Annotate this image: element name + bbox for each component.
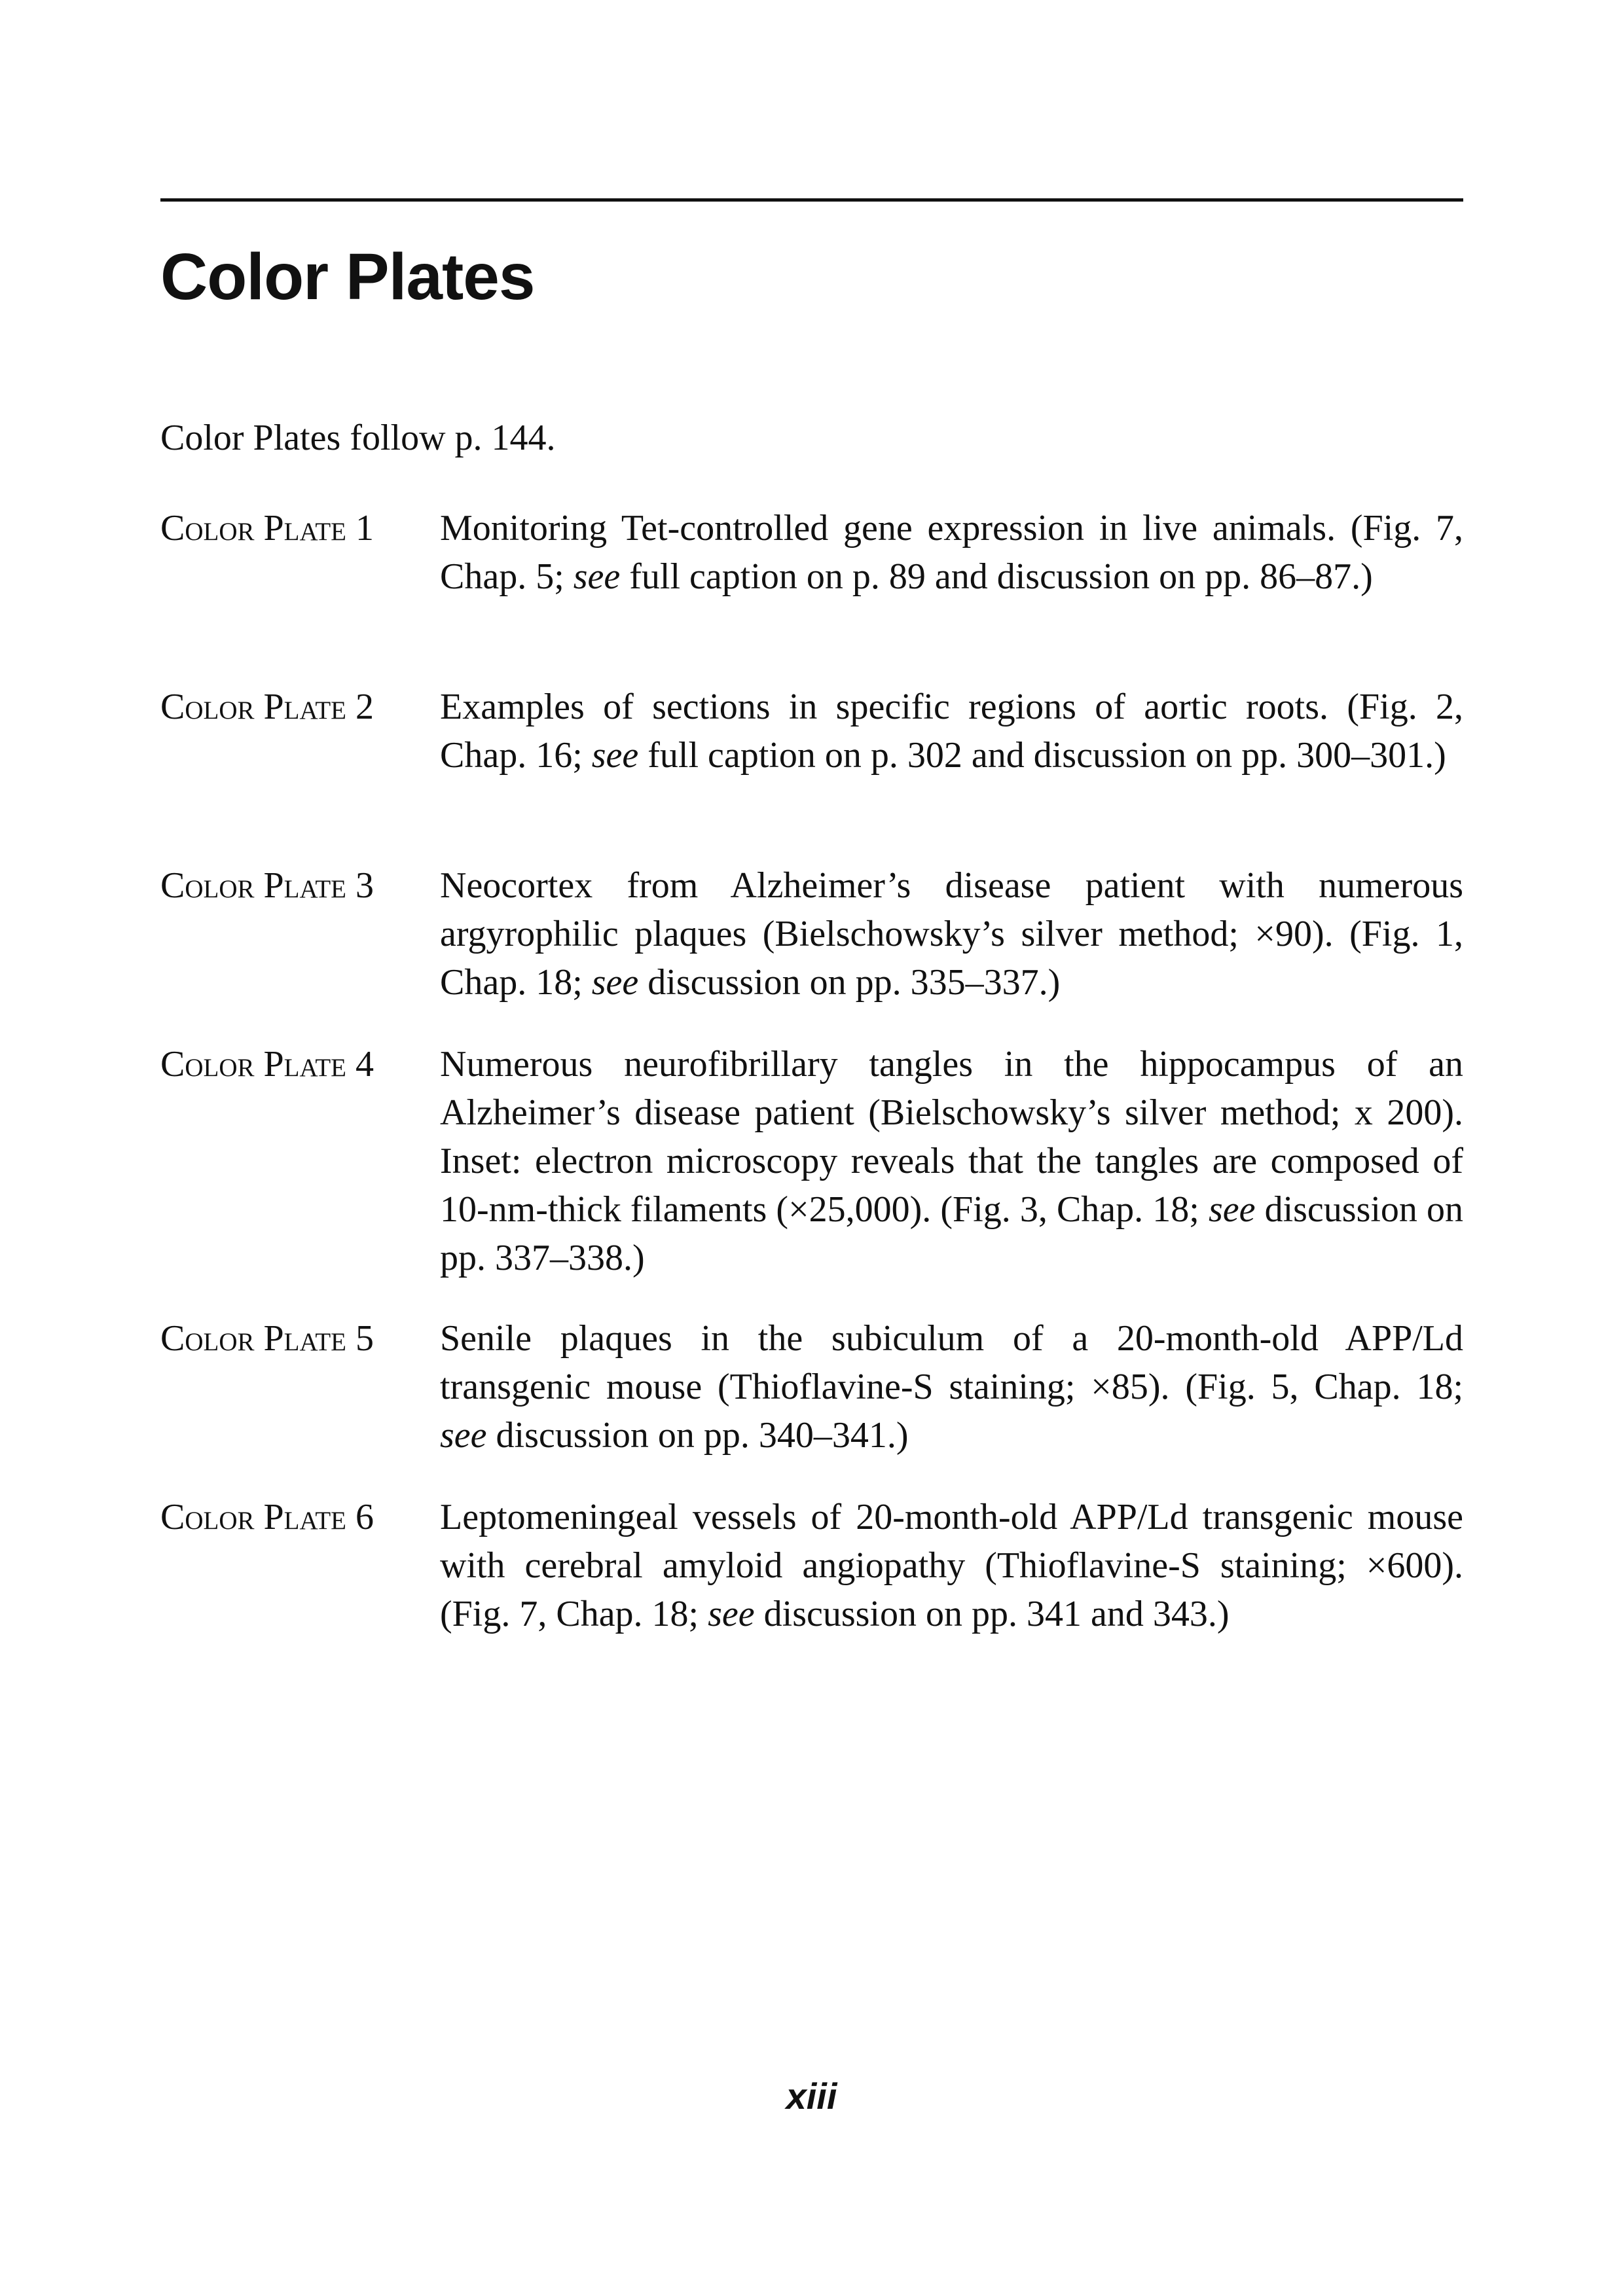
plate-caption: Examples of sections in specific regions of aortic roots. (Fig. 2, Chap. 16; bbox=[440, 687, 1463, 776]
header-rule bbox=[160, 198, 1463, 202]
see-reference: see bbox=[1208, 1189, 1256, 1230]
plate-label: Color Plate 2 bbox=[160, 687, 374, 727]
plate-entry-4 bbox=[160, 1040, 1463, 1282]
plate-label: Color Plate 6 bbox=[160, 1497, 374, 1537]
plate-caption-rest: full caption on p. 89 and discussion on pp. 86–87.) bbox=[629, 556, 1373, 597]
plate-caption: Leptomeningeal vessels of 20-month-old APP/Ld transgenic mouse with cerebral amyloid angiopathy (Thioflavine-S staining; ×600). (Fig. 7, Chap. 18; bbox=[440, 1497, 1463, 1634]
see-reference: see bbox=[591, 962, 639, 1003]
plate-caption: Senile plaques in the subiculum of a 20-month-old APP/Ld transgenic mouse (Thioflavine-S staining; ×85). (Fig. 5, Chap. 18; bbox=[440, 1318, 1463, 1407]
plate-label: Color Plate 1 bbox=[160, 508, 374, 548]
plate-caption-rest: discussion on pp. 335–337.) bbox=[647, 962, 1061, 1003]
plate-description bbox=[440, 504, 1463, 601]
intro-text: Color Plates follow p. 144. bbox=[160, 418, 556, 458]
see-reference: see bbox=[591, 735, 639, 776]
plate-description bbox=[440, 683, 1463, 780]
plate-description bbox=[440, 861, 1463, 1007]
plate-label: Color Plate 5 bbox=[160, 1318, 374, 1359]
plate-caption-rest: full caption on p. 302 and discussion on pp. 300–301.) bbox=[647, 735, 1446, 776]
page-number: xiii bbox=[786, 2075, 837, 2117]
see-reference: see bbox=[440, 1415, 487, 1456]
see-reference: see bbox=[573, 556, 621, 597]
see-reference: see bbox=[708, 1594, 755, 1634]
plate-caption-rest: discussion on pp. 340–341.) bbox=[496, 1415, 909, 1456]
plate-entry-6 bbox=[160, 1493, 1463, 1638]
plate-caption: Neocortex from Alzheimer’s disease patient with numerous argyrophilic plaques (Bielschowsky’s silver method; ×90). (Fig. 1, Chap. 18; bbox=[440, 865, 1463, 1003]
plate-description bbox=[440, 1040, 1463, 1282]
plate-label: Color Plate 3 bbox=[160, 865, 374, 906]
plate-entry-2 bbox=[160, 683, 1463, 780]
plate-caption-rest: discussion on pp. 337–338.) bbox=[440, 1189, 1464, 1278]
plate-entry-5 bbox=[160, 1314, 1463, 1460]
plate-entry-3 bbox=[160, 861, 1463, 1007]
plate-entry-1 bbox=[160, 504, 1463, 601]
plate-label: Color Plate 4 bbox=[160, 1044, 374, 1085]
plate-caption-rest: discussion on pp. 341 and 343.) bbox=[763, 1594, 1230, 1634]
plate-caption: Monitoring Tet-controlled gene expression in live animals. (Fig. 7, Chap. 5; bbox=[440, 508, 1463, 597]
plate-caption: Numerous neurofibrillary tangles in the hippocampus of an Alzheimer’s disease patient (Bielschowsky’s silver method; x 200). Inset: electron microscopy reveals that the tangles are composed of 10-nm-thick filaments (×25,000). (Fig. 3, Chap. 18; bbox=[440, 1044, 1463, 1230]
plate-description bbox=[440, 1493, 1463, 1638]
plate-description bbox=[440, 1314, 1463, 1460]
page-title: Color Plates bbox=[160, 240, 535, 314]
